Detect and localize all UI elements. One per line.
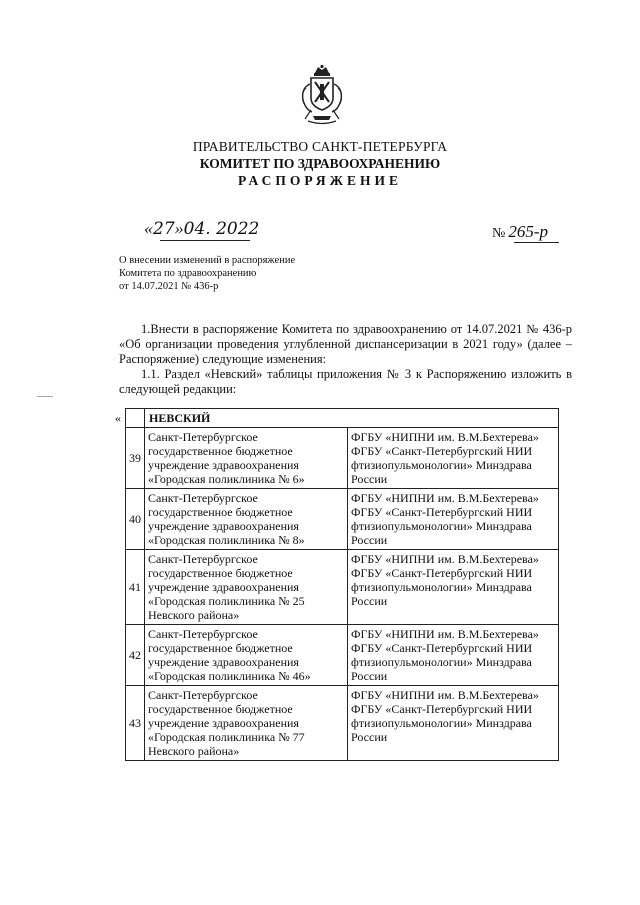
partner-line: фтизиопульмонологии» Минздрава xyxy=(351,716,532,730)
clinic-name-cell xyxy=(145,686,348,761)
row-number: 40 xyxy=(126,489,145,550)
clinic-name-cell xyxy=(145,550,348,625)
clinic-name-line: учреждение здравоохранения xyxy=(148,458,299,472)
clinic-name-line: Санкт-Петербургское xyxy=(148,552,258,566)
subject-line: Комитета по здравоохранению xyxy=(119,268,257,279)
clinic-name-line: Санкт-Петербургское xyxy=(148,627,258,641)
committee-title: КОМИТЕТ ПО ЗДРАВООХРАНЕНИЮ xyxy=(199,156,441,171)
clinic-name-line: учреждение здравоохранения xyxy=(148,655,299,669)
date-month-year: 04. 2022 xyxy=(183,219,260,239)
document-subject xyxy=(119,254,295,293)
clinic-name-line: учреждение здравоохранения xyxy=(148,716,299,730)
partner-line: России xyxy=(351,669,388,683)
subject-line: О внесении изменений в распоряжение xyxy=(119,255,296,266)
clinic-name-line: государственное бюджетное xyxy=(148,444,293,458)
document-date xyxy=(144,218,259,239)
partner-line: ФГБУ «НИПНИ им. В.М.Бехтерева» xyxy=(351,491,539,505)
coat-of-arms-emblem xyxy=(298,64,346,126)
partner-line: ФГБУ «Санкт-Петербургский НИИ xyxy=(351,444,533,458)
partner-line: ФГБУ «НИПНИ им. В.М.Бехтерева» xyxy=(351,688,539,702)
clinic-name-line: Невского района» xyxy=(148,744,240,758)
partner-line: фтизиопульмонологии» Минздрава xyxy=(351,580,532,594)
document-number xyxy=(492,222,548,242)
number-underline xyxy=(514,242,559,243)
partner-institutes-cell xyxy=(348,686,559,761)
clinic-name-line: учреждение здравоохранения xyxy=(148,519,299,533)
subject-line: от 14.07.2021 № 436-р xyxy=(119,281,219,292)
partner-line: ФГБУ «НИПНИ им. В.М.Бехтерева» xyxy=(351,430,539,444)
table-row xyxy=(126,625,559,686)
clinic-name-line: Невского района» xyxy=(148,608,240,622)
clinic-name-line: Санкт-Петербургское xyxy=(148,491,258,505)
clinic-name-line: «Городская поликлиника № 77 xyxy=(148,730,305,744)
table-row xyxy=(126,550,559,625)
document-type-title: РАСПОРЯЖЕНИЕ xyxy=(237,173,403,188)
margin-mark xyxy=(37,396,53,397)
partner-institutes-cell xyxy=(348,489,559,550)
partner-institutes-cell xyxy=(348,428,559,489)
clinic-name-line: государственное бюджетное xyxy=(148,566,293,580)
partner-line: ФГБУ «НИПНИ им. В.М.Бехтерева» xyxy=(351,552,539,566)
partner-institutes-cell xyxy=(348,625,559,686)
clinic-name-line: учреждение здравоохранения xyxy=(148,580,299,594)
partner-line: России xyxy=(351,472,388,486)
row-number: 41 xyxy=(126,550,145,625)
table-row xyxy=(126,428,559,489)
partner-line: ФГБУ «НИПНИ им. В.М.Бехтерева» xyxy=(351,627,539,641)
partner-line: России xyxy=(351,730,388,744)
table-row xyxy=(126,489,559,550)
partner-line: фтизиопульмонологии» Минздрава xyxy=(351,519,532,533)
partner-line: ФГБУ «Санкт-Петербургский НИИ xyxy=(351,641,533,655)
clinic-name-line: «Городская поликлиника № 46» xyxy=(148,669,311,683)
partner-institutes-cell xyxy=(348,550,559,625)
clinic-name-cell xyxy=(145,428,348,489)
table-section-row xyxy=(126,409,559,428)
paragraph-1: 1.Внести в распоряжение Комитета по здравоохранению от 14.07.2021 № 436-р «Об организации проведения углубленной диспансеризации в 2021 году» (далее – Распоряжение) следующие изменения: xyxy=(119,322,572,366)
clinic-name-line: «Городская поликлиника № 25 xyxy=(148,594,305,608)
number-value: 265-р xyxy=(508,222,549,241)
date-day: 27 xyxy=(153,219,175,239)
clinic-name-line: государственное бюджетное xyxy=(148,505,293,519)
row-number: 43 xyxy=(126,686,145,761)
partner-line: России xyxy=(351,594,388,608)
paragraph-1-1: 1.1. Раздел «Невский» таблицы приложения № 3 к Распоряжению изложить в следующей редакции: xyxy=(119,367,572,396)
clinic-name-line: Санкт-Петербургское xyxy=(148,688,258,702)
partner-line: фтизиопульмонологии» Минздрава xyxy=(351,655,532,669)
clinic-name-line: «Городская поликлиника № 8» xyxy=(148,533,305,547)
clinic-name-cell xyxy=(145,625,348,686)
number-prefix: № xyxy=(492,226,506,241)
partner-line: ФГБУ «Санкт-Петербургский НИИ xyxy=(351,566,533,580)
section-header: НЕВСКИЙ xyxy=(145,409,559,428)
partner-line: ФГБУ «Санкт-Петербургский НИИ xyxy=(351,505,533,519)
date-close-quote: » xyxy=(174,218,184,238)
partner-line: фтизиопульмонологии» Минздрава xyxy=(351,458,532,472)
date-open-quote: « xyxy=(144,218,153,238)
table-cell xyxy=(126,409,145,428)
clinic-name-line: «Городская поликлиника № 6» xyxy=(148,472,305,486)
clinics-table xyxy=(125,408,559,761)
date-underline xyxy=(160,240,250,241)
clinic-name-cell xyxy=(145,489,348,550)
partner-line: России xyxy=(351,533,388,547)
government-title: ПРАВИТЕЛЬСТВО САНКТ-ПЕТЕРБУРГА xyxy=(192,139,448,154)
table-row xyxy=(126,686,559,761)
clinic-name-line: государственное бюджетное xyxy=(148,702,293,716)
table-open-quote: « xyxy=(115,411,121,425)
partner-line: ФГБУ «Санкт-Петербургский НИИ xyxy=(351,702,533,716)
row-number: 42 xyxy=(126,625,145,686)
row-number: 39 xyxy=(126,428,145,489)
clinic-name-line: Санкт-Петербургское xyxy=(148,430,258,444)
clinic-name-line: государственное бюджетное xyxy=(148,641,293,655)
